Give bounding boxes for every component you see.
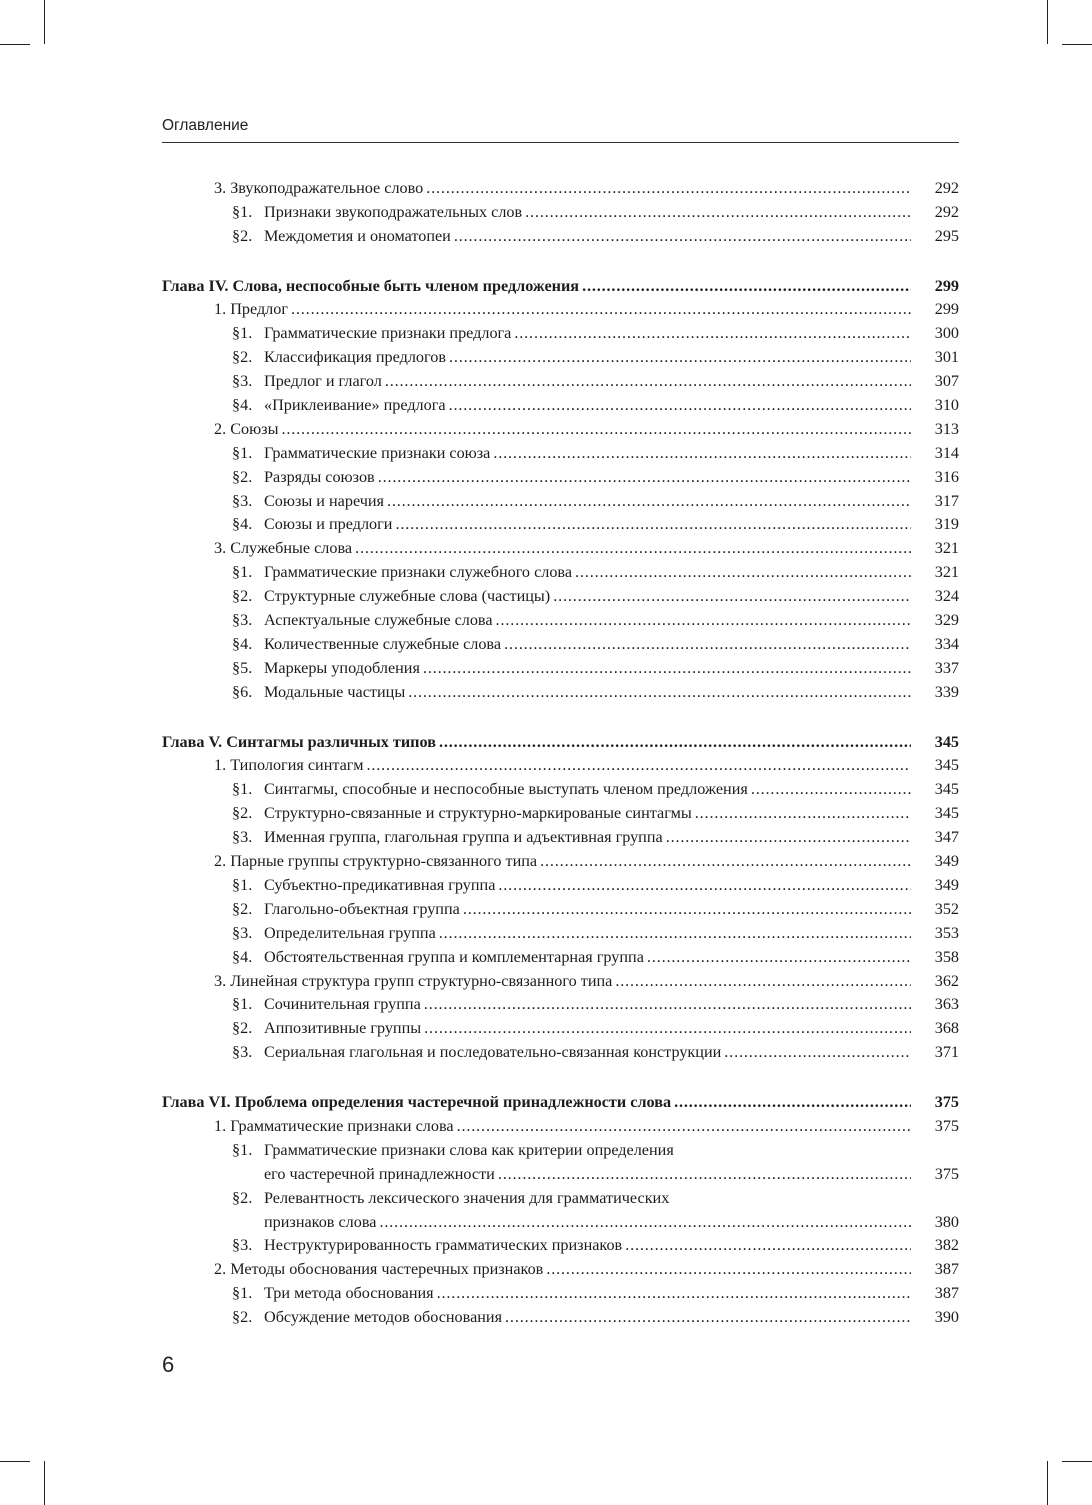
running-head: Оглавление (162, 117, 249, 134)
toc-page-number: 345 (934, 780, 959, 799)
dot-leader (498, 1164, 911, 1184)
dot-leader (647, 947, 911, 967)
toc-entry-label: 3. Звукоподражательное слово (214, 178, 424, 197)
toc-page-number: 382 (934, 1236, 959, 1255)
dot-leader (281, 419, 911, 439)
toc-page-number: 390 (934, 1308, 959, 1327)
section-number: §1. (232, 1284, 253, 1303)
toc-entry-label: Неструктурированность грамматических признаков (264, 1236, 623, 1255)
toc-entry-label: Количественные служебные слова (264, 634, 502, 653)
section-number: §1. (232, 443, 253, 462)
toc-entry[interactable] (162, 968, 959, 992)
toc-entry-label: Сериальная глагольная и последовательно-связанная конструкции (264, 1043, 722, 1062)
toc-entry[interactable] (162, 1113, 959, 1137)
toc-entry-title (162, 1259, 911, 1280)
toc-entry-title (162, 947, 911, 968)
toc-page-number: 368 (934, 1019, 959, 1038)
header-rule (162, 142, 959, 143)
toc-entry[interactable] (162, 535, 959, 559)
section-number: §3. (232, 491, 253, 510)
toc-entry-label: Релевантность лексического значения для грамматических (264, 1188, 670, 1207)
dot-leader (695, 803, 911, 823)
section-number: §3. (232, 828, 253, 847)
toc-entry[interactable] (162, 392, 959, 416)
toc-entry-label: Признаки звукоподражательных слов (264, 202, 523, 221)
toc-entry-title (162, 803, 911, 824)
toc-entry-label: Субъектно-предикативная группа (264, 875, 496, 894)
section-number: §2. (232, 587, 253, 606)
dot-leader (385, 371, 911, 391)
toc-page-number: 362 (934, 971, 959, 990)
toc-entry[interactable] (162, 631, 959, 655)
dot-leader (449, 347, 911, 367)
toc-entry-title (162, 514, 911, 535)
toc-entry-label: Обсуждение методов обоснования (264, 1308, 503, 1327)
toc-entry-label: «Приклеивание» предлога (264, 396, 446, 415)
dot-leader (426, 178, 911, 198)
dot-leader (424, 994, 911, 1014)
toc-entry-label: 2. Парные группы структурно-связанного типа (214, 852, 538, 871)
toc-chapter-entry[interactable] (162, 729, 959, 753)
section-number: §4. (232, 396, 253, 415)
crop-mark (44, 0, 45, 44)
toc-entry-label: Грамматические признаки служебного слова (264, 563, 573, 582)
toc-entry-label: Определительная группа (264, 923, 436, 942)
toc-entry-label: Синтагмы, способные и неспособные выступать членом предложения (264, 780, 748, 799)
toc-entry-title (162, 202, 911, 223)
toc-entry-title (162, 538, 911, 559)
toc-entry-title (162, 994, 911, 1015)
section-number: §3. (232, 611, 253, 630)
toc-entry-title (162, 467, 911, 488)
section-number: §2. (232, 1188, 253, 1207)
toc-page-number: 319 (934, 515, 959, 534)
toc-entry-title (162, 923, 911, 944)
toc-page-number: 363 (934, 995, 959, 1014)
toc-page-number: 300 (934, 324, 959, 343)
toc-page-number: 349 (934, 875, 959, 894)
section-number: §2. (232, 899, 253, 918)
toc-page-number: 321 (934, 563, 959, 582)
dot-leader (575, 562, 911, 582)
toc-entry-label: Грамматические признаки союза (264, 443, 491, 462)
toc-entry-label: Обстоятельственная группа и комплементарная группа (264, 947, 644, 966)
toc-entry[interactable] (162, 1209, 959, 1233)
section-number: §2. (232, 467, 253, 486)
section-number: §4. (232, 634, 253, 653)
dot-leader (751, 779, 911, 799)
toc-page-number: 299 (934, 276, 959, 295)
toc-entry[interactable] (162, 607, 959, 631)
toc-page-number: 345 (934, 804, 959, 823)
toc-entry-label: признаков слова (264, 1212, 377, 1231)
toc-entry[interactable] (162, 1039, 959, 1063)
toc-page-number: 321 (934, 539, 959, 558)
crop-mark (1047, 1461, 1048, 1505)
toc-entry-label: 1. Грамматические признаки слова (214, 1116, 454, 1135)
toc-entry-title (162, 276, 911, 297)
toc-entry-label: Структурные служебные слова (частицы) (264, 587, 551, 606)
toc-entry-title (162, 971, 911, 992)
section-number: §2. (232, 226, 253, 245)
toc-page-number: 353 (934, 923, 959, 942)
dot-leader (525, 202, 911, 222)
toc-entry[interactable] (162, 872, 959, 896)
toc-entry-title (162, 299, 911, 320)
toc-entry-label: Три метода обоснования (264, 1284, 434, 1303)
toc-page-number: 295 (934, 226, 959, 245)
section-number: §3. (232, 1043, 253, 1062)
toc-entry[interactable] (162, 1256, 959, 1280)
toc-entry-title (162, 658, 911, 679)
toc-entry[interactable] (162, 1185, 959, 1209)
toc-entry-title (162, 1042, 911, 1063)
section-number: §2. (232, 804, 253, 823)
section-number: §4. (232, 515, 253, 534)
toc-entry-title (162, 562, 911, 583)
crop-mark (1047, 0, 1048, 44)
toc-entry[interactable] (162, 488, 959, 512)
dot-leader (408, 682, 911, 702)
dot-leader (496, 610, 911, 630)
toc-entry-title (162, 732, 911, 753)
toc-entry[interactable] (162, 368, 959, 392)
toc-entry-label: Аспектуальные служебные слова (264, 611, 493, 630)
toc-page-number: 317 (934, 491, 959, 510)
toc-entry-title (162, 443, 911, 464)
dot-leader (457, 1116, 911, 1136)
toc-page-number: 347 (934, 828, 959, 847)
toc-entry-label: Структурно-связанные и структурно-маркированые синтагмы (264, 804, 692, 823)
dot-leader (449, 395, 911, 415)
toc-entry-title (162, 779, 911, 800)
section-number: §1. (232, 1140, 253, 1159)
dot-leader (387, 491, 911, 511)
toc-entry-label: Именная группа, глагольная группа и адъективная группа (264, 828, 663, 847)
toc-entry[interactable] (162, 920, 959, 944)
dot-leader (423, 658, 911, 678)
toc-entry-title (162, 371, 911, 392)
toc-entry-title (162, 1116, 911, 1137)
toc-entry-title (162, 586, 911, 607)
toc-entry[interactable] (162, 320, 959, 344)
toc-entry[interactable] (162, 1280, 959, 1304)
section-number: §6. (232, 682, 253, 701)
toc-entry[interactable] (162, 175, 959, 199)
section-number: §4. (232, 947, 253, 966)
dot-leader (439, 923, 911, 943)
toc-page-number: 301 (934, 348, 959, 367)
section-number: §3. (232, 372, 253, 391)
dot-leader (463, 899, 911, 919)
toc-entry[interactable] (162, 1137, 959, 1161)
toc-entry-title (162, 491, 911, 512)
toc-entry-title (162, 634, 911, 655)
toc-page-number: 345 (934, 756, 959, 775)
dot-leader (546, 1259, 911, 1279)
toc-page-number: 337 (934, 658, 959, 677)
toc-entry-label: Глава IV. Слова, неспособные быть членом предложения (162, 276, 580, 295)
section-number: §5. (232, 658, 253, 677)
toc-entry[interactable] (162, 440, 959, 464)
toc-entry-title (162, 1018, 911, 1039)
toc-entry-title (162, 875, 911, 896)
section-number: §2. (232, 1308, 253, 1327)
dot-leader (724, 1042, 911, 1062)
toc-chapter-entry[interactable] (162, 1089, 959, 1113)
dot-leader (379, 1212, 911, 1232)
toc-entry-title (162, 1235, 911, 1256)
toc-page-number: 375 (934, 1116, 959, 1135)
toc-entry-title (162, 1307, 911, 1328)
page-number: 6 (162, 1352, 175, 1377)
toc-entry-title (162, 755, 911, 776)
toc-entry[interactable] (162, 199, 959, 223)
toc-entry[interactable] (162, 848, 959, 872)
toc-entry[interactable] (162, 944, 959, 968)
toc-entry-label: Сочинительная группа (264, 995, 421, 1014)
toc-entry[interactable] (162, 776, 959, 800)
toc-entry[interactable] (162, 559, 959, 583)
dot-leader (553, 586, 911, 606)
toc-entry-label: 3. Линейная структура групп структурно-связанного типа (214, 971, 613, 990)
toc-entry-label: Разряды союзов (264, 467, 375, 486)
toc-entry-label: 1. Предлог (214, 300, 288, 319)
toc-entry-title (162, 1283, 911, 1304)
toc-entry-title (162, 610, 911, 631)
toc-entry-title (162, 1164, 911, 1185)
dot-leader (493, 443, 911, 463)
toc-page-number: 375 (934, 1164, 959, 1183)
toc-entry-label: Предлог и глагол (264, 372, 382, 391)
toc-entry-title (162, 347, 911, 368)
toc-page-number: 310 (934, 396, 959, 415)
toc-page-number: 339 (934, 682, 959, 701)
toc-page-number: 292 (934, 202, 959, 221)
toc-entry-title (162, 851, 911, 872)
toc-entry[interactable] (162, 1304, 959, 1328)
dot-leader (504, 634, 911, 654)
section-number: §2. (232, 1019, 253, 1038)
dot-leader (582, 276, 911, 296)
toc-entry-label: 3. Служебные слова (214, 539, 353, 558)
toc-page-number: 329 (934, 611, 959, 630)
toc-entry-label: Союзы и наречия (264, 491, 384, 510)
dot-leader (437, 1283, 911, 1303)
toc-entry[interactable] (162, 223, 959, 247)
toc-entry[interactable] (162, 1233, 959, 1257)
toc-entry-label: Модальные частицы (264, 682, 406, 701)
toc-entry-label: его частеречной принадлежности (264, 1164, 495, 1183)
toc-entry[interactable] (162, 1015, 959, 1039)
section-number: §1. (232, 324, 253, 343)
toc-entry-title (162, 1188, 911, 1209)
toc-entry-label: Грамматические признаки слова как критерии определения (264, 1140, 674, 1159)
section-number: §1. (232, 875, 253, 894)
dot-leader (615, 971, 911, 991)
toc-entry[interactable] (162, 896, 959, 920)
dot-leader (439, 732, 911, 752)
toc-page-number: 387 (934, 1260, 959, 1279)
toc-entry[interactable] (162, 800, 959, 824)
toc-page-number: 292 (934, 178, 959, 197)
crop-mark (44, 1461, 45, 1505)
toc-page-number: 307 (934, 372, 959, 391)
dot-leader (514, 323, 911, 343)
toc-entry-label: Маркеры уподобления (264, 658, 420, 677)
toc-page-number: 324 (934, 587, 959, 606)
section-number: §1. (232, 563, 253, 582)
toc-entry-title (162, 1212, 911, 1233)
toc-page-number: 352 (934, 899, 959, 918)
toc-page-number: 371 (934, 1043, 959, 1062)
toc-entry[interactable] (162, 512, 959, 536)
dot-leader (395, 514, 911, 534)
toc-page-number: 387 (934, 1284, 959, 1303)
section-number: §1. (232, 202, 253, 221)
toc-entry-label: Аппозитивные группы (264, 1019, 422, 1038)
toc-entry-label: Союзы и предлоги (264, 515, 393, 534)
toc-page-number: 375 (934, 1093, 959, 1112)
toc-entry-label: Грамматические признаки предлога (264, 324, 512, 343)
toc-entry[interactable] (162, 655, 959, 679)
toc-page-number: 358 (934, 947, 959, 966)
table-of-contents (162, 175, 959, 1328)
toc-page-number: 349 (934, 852, 959, 871)
toc-page-number: 316 (934, 467, 959, 486)
dot-leader (291, 299, 911, 319)
crop-mark (0, 44, 30, 45)
toc-chapter-entry[interactable] (162, 273, 959, 297)
dot-leader (378, 467, 911, 487)
toc-entry[interactable] (162, 992, 959, 1016)
section-number: §1. (232, 995, 253, 1014)
dot-leader (540, 851, 911, 871)
section-number: §3. (232, 1236, 253, 1255)
crop-mark (0, 1461, 30, 1462)
toc-entry[interactable] (162, 824, 959, 848)
toc-entry-label: Междометия и ономатопеи (264, 226, 451, 245)
toc-page-number: 334 (934, 634, 959, 653)
toc-entry[interactable] (162, 344, 959, 368)
crop-mark (1062, 1461, 1092, 1462)
toc-entry-label: 1. Типология синтагм (214, 756, 364, 775)
toc-entry-title (162, 419, 911, 440)
toc-entry[interactable] (162, 679, 959, 703)
toc-entry-title (162, 226, 911, 247)
dot-leader (625, 1235, 911, 1255)
toc-entry-title (162, 899, 911, 920)
toc-entry-title (162, 323, 911, 344)
toc-entry[interactable] (162, 464, 959, 488)
dot-leader (355, 538, 911, 558)
toc-page-number: 299 (934, 300, 959, 319)
dot-leader (498, 875, 911, 895)
toc-entry[interactable] (162, 416, 959, 440)
toc-entry[interactable] (162, 1161, 959, 1185)
toc-page-number: 380 (934, 1212, 959, 1231)
toc-entry-label: Глава V. Синтагмы различных типов (162, 732, 436, 751)
dot-leader (505, 1307, 911, 1327)
dot-leader (454, 226, 911, 246)
dot-leader (674, 1092, 911, 1112)
toc-entry[interactable] (162, 297, 959, 321)
toc-entry-title (162, 178, 911, 199)
section-number: §3. (232, 923, 253, 942)
toc-entry-title (162, 1140, 911, 1161)
toc-page-number: 314 (934, 443, 959, 462)
dot-leader (424, 1018, 911, 1038)
toc-entry-label: 2. Методы обоснования частеречных признаков (214, 1260, 544, 1279)
dot-leader (666, 827, 911, 847)
toc-entry[interactable] (162, 753, 959, 777)
toc-page-number: 345 (934, 732, 959, 751)
toc-entry-title (162, 682, 911, 703)
toc-page-number: 313 (934, 419, 959, 438)
toc-entry-label: 2. Союзы (214, 419, 279, 438)
toc-entry-title (162, 395, 911, 416)
toc-entry-label: Глагольно-объектная группа (264, 899, 460, 918)
section-number: §2. (232, 348, 253, 367)
crop-mark (1062, 44, 1092, 45)
toc-entry-title (162, 1092, 911, 1113)
toc-entry-label: Глава VI. Проблема определения частеречной принадлежности слова (162, 1093, 672, 1112)
section-number: §1. (232, 780, 253, 799)
toc-entry-title (162, 827, 911, 848)
toc-entry[interactable] (162, 583, 959, 607)
dot-leader (366, 755, 911, 775)
toc-entry-label: Классификация предлогов (264, 348, 446, 367)
